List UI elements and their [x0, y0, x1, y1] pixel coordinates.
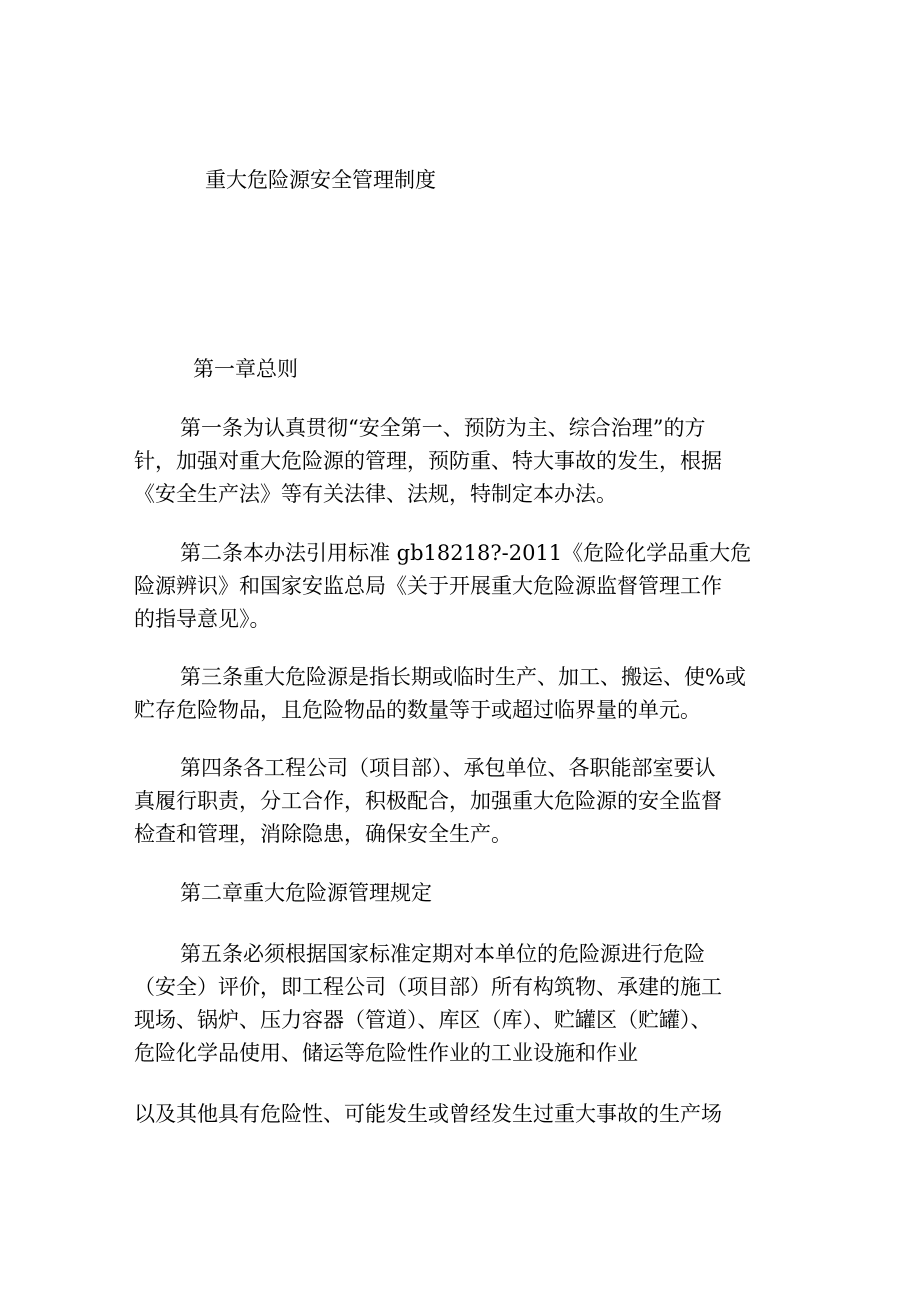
chapter-heading-1: 第一章总则	[193, 357, 298, 381]
document-title: 重大危险源安全管理制度	[205, 168, 436, 192]
article-2-line-1: 第二条本办法引用标准 gb18218?-2011《危险化学品重大危	[180, 541, 752, 565]
article-1-line-1: 第一条为认真贯彻“安全第一、预防为主、综合治理”的方	[180, 416, 706, 440]
article-4-line-2: 真履行职责，分工合作，积极配合，加强重大危险源的安全监督	[134, 789, 722, 813]
article-5-paragraph	[134, 938, 794, 1070]
article-4-line-1: 第四条各工程公司（项目部）、承包单位、各职能部室要认	[180, 756, 716, 780]
article-4-line-3: 检查和管理，消除隐患，确保安全生产。	[134, 822, 512, 846]
article-3-line-1: 第三条重大危险源是指长期或临时生产、加工、搬运、使%或	[180, 665, 746, 689]
article-2-paragraph	[134, 537, 794, 636]
article-5-line-3: 现场、锅炉、压力容器（管道）、库区（库）、贮罐区（贮罐）、	[134, 1008, 712, 1032]
article-4-paragraph	[134, 752, 794, 851]
article-5-line-4: 危险化学品使用、储运等危险性作业的工业设施和作业	[134, 1041, 638, 1065]
article-5-line-1: 第五条必须根据国家标准定期对本单位的危险源进行危险	[180, 942, 705, 966]
article-1-paragraph	[134, 412, 794, 511]
article-2-line-2: 险源辨识》和国家安监总局《关于开展重大危险源监督管理工作	[134, 574, 722, 598]
article-3-line-2: 贮存危险物品，且危险物品的数量等于或超过临界量的单元。	[134, 698, 701, 722]
article-5-line-2: （安全）评价，即工程公司（项目部）所有构筑物、承建的施工	[134, 975, 722, 999]
continuation-paragraph	[134, 1098, 794, 1131]
continuation-line-1: 以及其他具有危险性、可能发生或曾经发生过重大事故的生产场	[134, 1102, 722, 1126]
article-1-line-3: 《安全生产法》等有关法律、法规，特制定本办法。	[134, 482, 617, 506]
article-2-line-3: 的指导意见》。	[134, 607, 271, 631]
article-3-paragraph	[134, 661, 794, 727]
chapter-heading-2: 第二章重大危险源管理规定	[180, 881, 432, 905]
article-1-line-2: 针，加强对重大危险源的管理，预防重、特大事故的发生，根据	[134, 449, 722, 473]
